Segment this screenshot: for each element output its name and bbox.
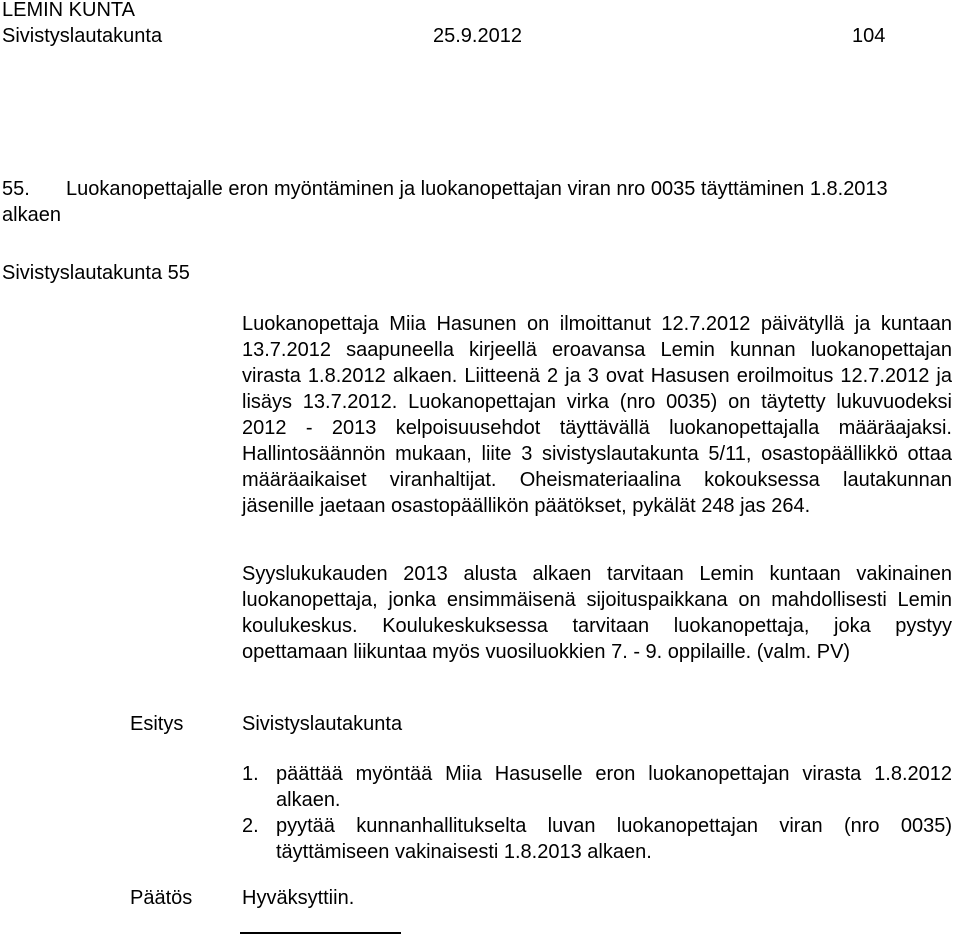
board-name: Sivistyslautakunta bbox=[2, 25, 163, 47]
list-item-number: 1. bbox=[242, 763, 259, 785]
list-item-text: pyytää kunnanhallitukselta luvan luokanopettajan viran (nro 0035) täyttämiseen vakinaisesti 1.8.2013 alkaen. bbox=[276, 815, 952, 863]
page-number: 104 bbox=[852, 25, 886, 47]
section-number: 55. bbox=[2, 178, 30, 200]
meeting-date: 25.9.2012 bbox=[433, 25, 522, 47]
section-title: Luokanopettajalle eron myöntäminen ja luokanopettajan viran nro 0035 täyttäminen 1.8.2013 alkaen bbox=[2, 178, 888, 226]
organization-name: LEMIN KUNTA bbox=[2, 0, 135, 21]
section-heading bbox=[2, 176, 942, 228]
esitys-label: Esitys bbox=[130, 713, 184, 735]
paatos-value: Hyväksyttiin. bbox=[242, 887, 355, 909]
esitys-proposer: Sivistyslautakunta bbox=[242, 713, 403, 735]
body-paragraph-2: Syyslukukauden 2013 alusta alkaen tarvitaan Lemin kuntaan vakinainen luokanopettaja, jonka ensimmäisenä sijoituspaikkana on mahdollisesti Lemin koulukeskus. Koulukeskuksessa tarvitaan luokanopettaja, joka pystyy opettamaan liikuntaa myös vuosiluokkien 7. - 9. oppilaille. (valm. PV) bbox=[242, 563, 952, 663]
proposal-list bbox=[242, 761, 952, 865]
board-reference: Sivistyslautakunta 55 bbox=[2, 262, 190, 284]
list-item bbox=[242, 813, 952, 865]
list-item-number: 2. bbox=[242, 815, 259, 837]
list-item bbox=[242, 761, 952, 813]
list-item-text: päättää myöntää Miia Hasuselle eron luokanopettajan virasta 1.8.2012 alkaen. bbox=[276, 763, 952, 811]
signature-line bbox=[240, 932, 401, 934]
body-paragraph-1: Luokanopettaja Miia Hasunen on ilmoittanut 12.7.2012 päivätyllä ja kuntaan 13.7.2012 saapuneella kirjeellä eroavansa Lemin kunnan luokanopettajan virasta 1.8.2012 alkaen. Liitteenä 2 ja 3 ovat Hasusen eroilmoitus 12.7.2012 ja lisäys 13.7.2012. Luokanopettajan virka (nro 0035) on täytetty lukuvuodeksi 2012 - 2013 kelpoisuusehdot täyttävällä luokanopettajalla määräajaksi. Hallintosäännön mukaan, liite 3 sivistyslautakunta 5/11, osastopäällikkö ottaa määräaikaiset viranhaltijat. Oheismateriaalina kokouksessa lautakunnan jäsenille jaetaan osastopäällikön päätökset, pykälät 248 jas 264. bbox=[242, 313, 952, 517]
paatos-label: Päätös bbox=[130, 887, 193, 909]
